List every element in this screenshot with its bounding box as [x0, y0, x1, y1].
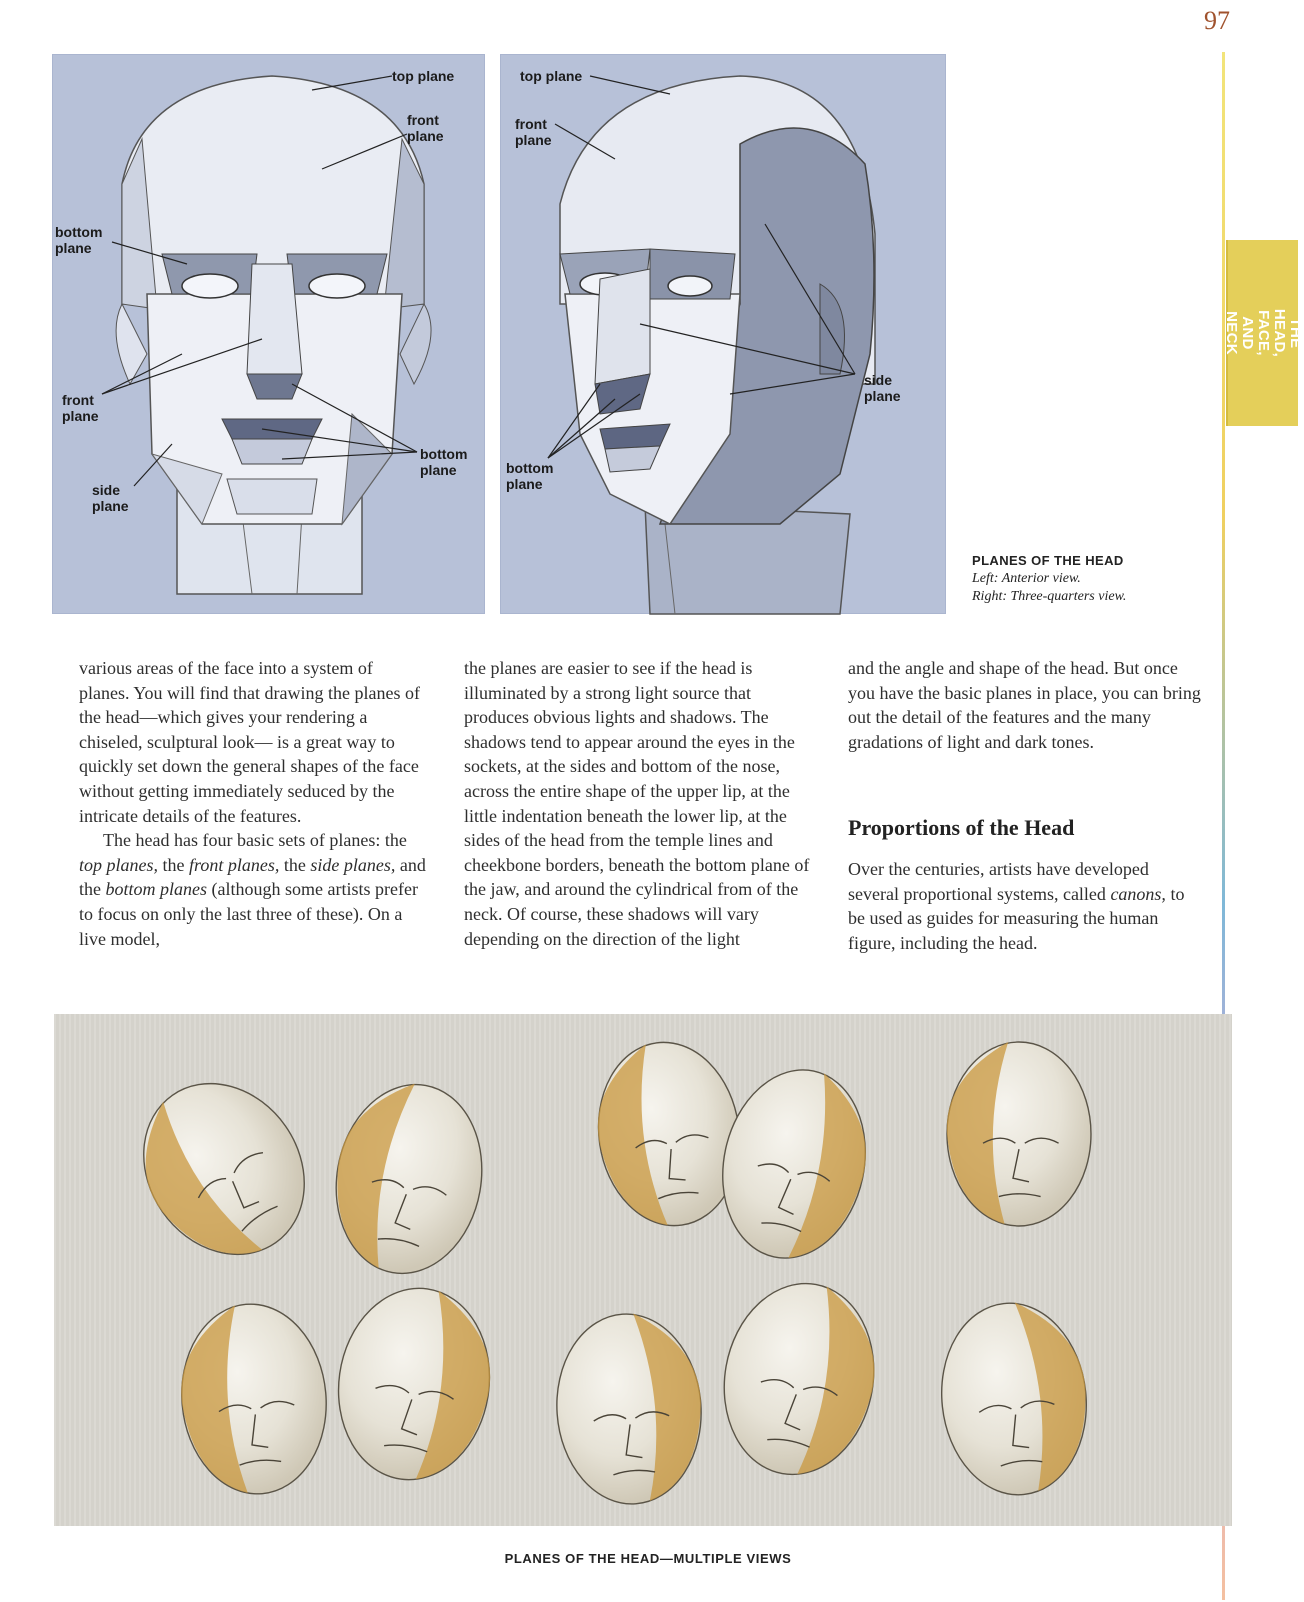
text-segment: the [279, 854, 311, 875]
page-number: 97 [1204, 6, 1230, 35]
text-segment: to be used as guides for measuring the human figure, including the head. [848, 883, 1185, 953]
figure-three-quarters-view [500, 54, 946, 614]
head-sketches [111, 1033, 1096, 1509]
text-segment: The head has four basic sets of planes: the [103, 830, 407, 851]
paragraph-detail: and the angle and shape of the head. But once you have the basic planes in place, you can bring out the detail of the features and the many gradations of light and dark tones. [848, 658, 1201, 752]
label-top-plane: top plane [392, 68, 455, 84]
head-sketch [326, 1278, 501, 1489]
paragraph-canons [848, 857, 1204, 955]
head-sketch [551, 1309, 708, 1509]
figure-multiple-views [54, 1014, 1232, 1526]
caption-left-view: Left: Anterior view. [972, 571, 1081, 586]
text-segment: the [158, 854, 189, 875]
chapter-side-tab [1223, 240, 1304, 426]
head-sketch [174, 1298, 334, 1500]
caption-title: PLANES OF THE HEAD [972, 553, 1124, 568]
head-sketch [706, 1057, 883, 1272]
caption-planes-of-head [972, 552, 1212, 606]
caption-right-view: Right: Three-quarters view. [972, 589, 1127, 604]
term-side-planes: side planes, [310, 854, 396, 875]
head-sketch [111, 1052, 337, 1286]
label-bottom-plane-mouth: bottom plane [420, 446, 468, 478]
head-sketch [321, 1073, 496, 1285]
paragraph-four-sets [79, 828, 427, 951]
caption-multiple-views: PLANES OF THE HEAD—MULTIPLE VIEWS [504, 1551, 792, 1566]
term-front-planes: front planes, [189, 854, 280, 875]
head-sketch [947, 1042, 1091, 1226]
body-column-2 [464, 656, 812, 951]
text-segment: (although some artists prefer to focus on only the last three of these). On a live model, [79, 879, 418, 949]
multiple-heads-drawing [54, 1014, 1232, 1526]
figure-anterior-view [52, 54, 485, 614]
label-side-plane: side plane [92, 482, 129, 514]
head-sketch [709, 1272, 888, 1487]
term-canons: canons, [1110, 883, 1166, 904]
label-front-plane-cheek: front plane [62, 392, 99, 424]
term-top-planes: top planes, [79, 854, 158, 875]
label-front-plane: front plane [515, 116, 552, 148]
chapter-side-tab-label: THE HEAD, FACE, AND NECK [1223, 308, 1304, 358]
text-segment: and the [79, 854, 426, 900]
text-segment: Over the centuries, artists have developed several proportional systems, called [848, 858, 1149, 904]
label-top-plane: top plane [520, 68, 583, 84]
section-heading-proportions: Proportions of the Head [848, 815, 1075, 841]
paragraph-lighting: the planes are easier to see if the head is illuminated by a strong light source that produces obvious lights and shadows. The shadows tend to appear around the eyes in the sockets, at the sides and bottom of the nose, across the entire shape of the upper lip, at the little indentation beneath the lower lip, at the sides of the head from the temple lines and cheekbone borders, beneath the bottom plane of the jaw, and around the cylindrical from of the neck. Of course, these shadows will vary depending on the direction of the light [464, 658, 810, 949]
three-quarter-head-drawing [500, 54, 946, 614]
label-bottom-plane-brow: bottom plane [55, 224, 103, 256]
paragraph-planes-intro: various areas of the face into a system of planes. You will find that drawing the planes of the head—which gives your rendering a chiseled, sculptural look— is a great way to quickly set down the general shapes of the face without getting immediately seduced by the intricate details of the features. [79, 658, 420, 826]
head-sketch [932, 1296, 1095, 1502]
term-bottom-planes: bottom planes [105, 879, 207, 900]
label-side-plane: side plane [864, 372, 901, 404]
body-column-1 [79, 656, 427, 951]
body-column-3 [848, 656, 1204, 955]
label-front-plane-upper: front plane [407, 112, 444, 144]
label-bottom-plane: bottom plane [506, 460, 554, 492]
